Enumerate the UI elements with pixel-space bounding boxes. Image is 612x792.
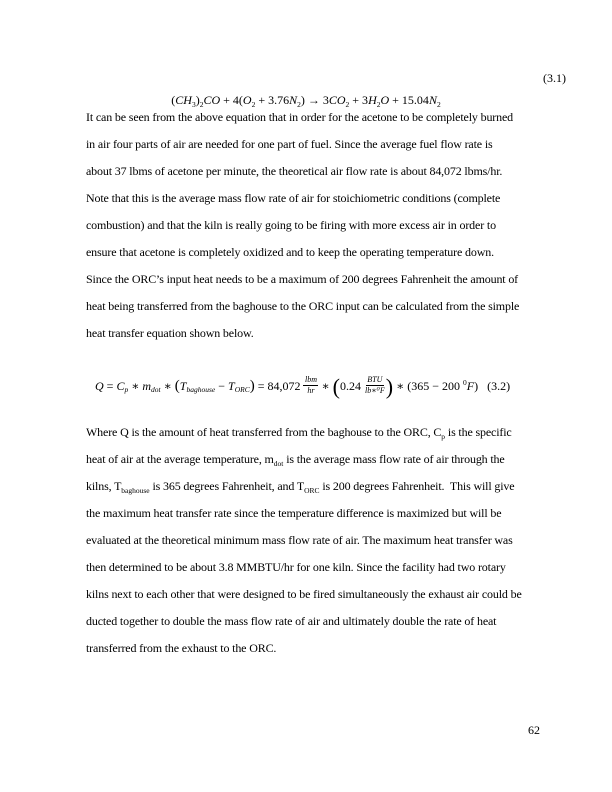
text-line: [86, 473, 522, 500]
text-token: C: [116, 378, 125, 393]
text-token: combustion) and that the kiln is really going to be firing with more excess air in order to: [86, 218, 496, 232]
text-token: 2: [436, 100, 441, 109]
text-token: ): [195, 93, 200, 107]
text-token: ): [249, 378, 255, 394]
text-token: ∗: [160, 378, 175, 393]
text-token: dot: [273, 459, 284, 468]
text-token: CH: [175, 93, 192, 107]
text-token: 2: [297, 100, 301, 109]
text-token: 3: [191, 100, 196, 109]
text-token: + 3.76: [255, 93, 290, 107]
text-token: = 84,072: [254, 378, 304, 393]
text-line: [86, 293, 519, 320]
text-token: (: [174, 378, 180, 394]
text-token: N: [428, 93, 437, 107]
text-token: O: [242, 93, 252, 107]
text-token: the maximum heat transfer rate since the temperature difference is maximized but will be: [86, 506, 502, 520]
text-token: heat of air at the average temperature, m: [86, 452, 274, 466]
text-token: ∗ (365 − 200: [393, 378, 463, 393]
text-token: ORC: [304, 486, 320, 495]
text-token: (: [171, 93, 176, 107]
text-token: It can be seen from the above equation that in order for the acetone to be completely burned: [86, 110, 514, 124]
text-token: kilns, T: [86, 479, 122, 493]
text-token: 2: [345, 100, 350, 109]
text-token: heat transfer equation shown below.: [86, 326, 254, 340]
text-token: + 4(: [220, 93, 243, 107]
text-token: 2: [376, 100, 381, 109]
text-line: [86, 239, 519, 266]
paragraph-heat-transfer: [86, 419, 522, 662]
text-token: −: [215, 378, 229, 393]
text-token: Note that this is the average mass flow rate of air for stoichiometric conditions (complete: [86, 191, 501, 205]
fraction: $\frac{\text{BTU}}{\text{lb∗⁰F}}$: [364, 375, 385, 395]
text-line: [86, 212, 519, 239]
text-token: F: [466, 378, 475, 393]
text-line: [86, 446, 522, 473]
text-line: [86, 266, 519, 293]
text-token: ): [474, 378, 479, 393]
text-token: evaluated at the theoretical minimum mass flow rate of air. The maximum heat transfer was: [86, 533, 513, 547]
text-token: 0.24: [339, 378, 364, 393]
text-line: [86, 554, 522, 581]
text-token: T: [228, 378, 235, 393]
text-token: m: [142, 378, 152, 393]
text-token: CO: [203, 93, 221, 107]
text-line: [86, 419, 522, 446]
text-line: [86, 185, 519, 212]
text-token: is the specific: [445, 425, 512, 439]
equation-3-1-number: (3.1): [543, 71, 566, 85]
text-token: ensure that acetone is completely oxidized and to keep the operating temperature down.: [86, 245, 494, 259]
text-line: [86, 527, 522, 554]
text-token: kilns next to each other that were designed to be fired simultaneously the exhaust air could be: [86, 587, 522, 601]
text-token: =: [103, 378, 117, 393]
text-line: [86, 320, 519, 347]
equation-3-2: [95, 369, 510, 403]
text-token: Since the ORC’s input heat needs to be a maximum of 200 degrees Fahrenheit the amount of: [86, 272, 519, 286]
fraction: $\frac{\text{lbm}}{hr}$: [304, 375, 317, 395]
text-token: H: [368, 93, 377, 107]
text-token: + 3: [349, 93, 369, 107]
paragraph-combustion-air: [86, 104, 519, 347]
text-token: transferred from the exhaust to the ORC.: [86, 641, 277, 655]
page-number: 62: [528, 723, 540, 737]
text-token: ducted together to double the mass flow rate of air and ultimately double the rate of heat: [86, 614, 497, 628]
text-line: [86, 608, 522, 635]
text-token: T: [179, 378, 187, 393]
text-token: baghouse: [186, 384, 216, 394]
text-token: 2: [251, 100, 256, 109]
text-token: p: [441, 432, 446, 441]
text-token: then determined to be about 3.8 MMBTU/hr for one kiln. Since the facility had two rotary: [86, 560, 506, 574]
equation-3-1: [86, 67, 566, 109]
text-token: 2: [199, 100, 204, 109]
text-line: [86, 500, 522, 527]
text-token: is the average mass flow rate of air through the: [283, 452, 505, 466]
equation-3-2-formula: Q = C p ∗ m dot ∗ ( T baghouse − T ORC ) = 84,072 $\frac{\text{lbm}}{hr}$ ∗ ( 0.24 $\frac{\text{BTU}}{\text{lb∗⁰F}}$ ) ∗ (365 − 200 0 F ): [95, 374, 479, 399]
text-token: is 200 degrees Fahrenheit. This will give: [319, 479, 515, 493]
text-token: 0: [462, 377, 467, 387]
text-token: Q: [95, 378, 104, 393]
text-token: p: [124, 384, 129, 394]
text-line: [86, 158, 519, 185]
text-token: ORC: [234, 384, 250, 394]
text-token: about 37 lbms of acetone per minute, the theoretical air flow rate is about 84,072 lbms/hr.: [86, 164, 503, 178]
text-token: ∗: [318, 378, 333, 393]
text-token: + 15.04: [389, 93, 429, 107]
text-token: N: [289, 93, 298, 107]
text-token: CO: [328, 93, 346, 107]
text-token: baghouse: [121, 486, 150, 495]
text-line: [86, 104, 519, 131]
text-line: [86, 635, 522, 662]
text-token: dot: [151, 384, 161, 394]
text-token: Where Q is the amount of heat transferred from the baghouse to the ORC, C: [86, 425, 442, 439]
text-token: in air four parts of air are needed for one part of fuel. Since the average fuel flow rate is: [86, 137, 493, 151]
text-token: heat being transferred from the baghouse to the ORC input can be calculated from the simple: [86, 299, 520, 313]
text-line: [86, 581, 522, 608]
text-line: [86, 131, 519, 158]
text-token: is 365 degrees Fahrenheit, and T: [149, 479, 305, 493]
text-token: ) → 3: [300, 93, 329, 107]
equation-3-2-number: (3.2): [487, 378, 511, 393]
text-token: ∗: [128, 378, 143, 393]
text-token: O: [380, 93, 390, 107]
